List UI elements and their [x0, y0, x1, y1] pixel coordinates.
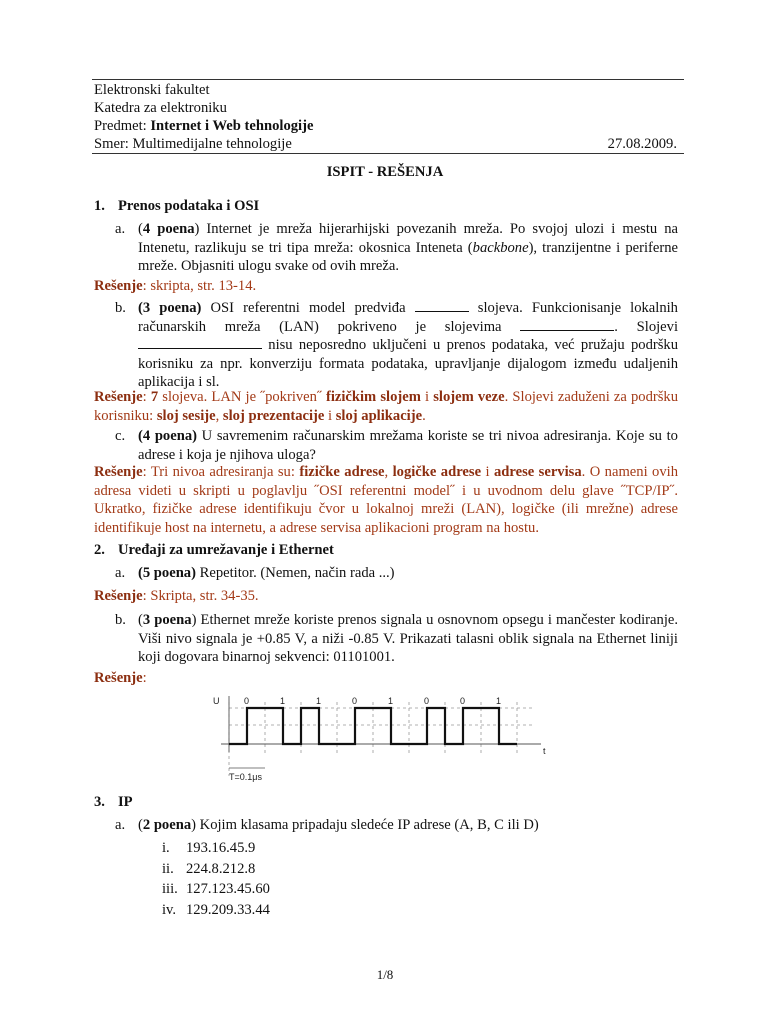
u-axis-label: U	[213, 696, 220, 706]
section-1-heading: 1. Prenos podataka i OSI	[94, 198, 260, 214]
period-label: T=0.1μs	[229, 772, 262, 782]
solution-2b: Rešenje:	[94, 670, 147, 686]
waveform-grid	[229, 702, 535, 776]
header-bottom-rule	[92, 153, 684, 154]
bit-label: 1	[388, 696, 394, 706]
question-2b: b. (3 poena) Ethernet mreže koriste prenos signala u osnovnom opsegu i mančester kodiranje. Viši nivo signala je +0.85 V, a niži -0.85 V. Prikazati talasni oblik signala na Ethernet liniji koji dogovara binarnoj sekvenci: 01101001.	[115, 612, 679, 666]
list-item: i. 193.16.45.9	[162, 840, 256, 856]
bit-label: 0	[244, 696, 250, 706]
bit-labels	[244, 696, 501, 706]
subject-name: Internet i Web tehnologije	[150, 118, 314, 134]
list-item: iv. 129.209.33.44	[162, 901, 270, 918]
list-item: iii. 127.123.45.60	[162, 881, 270, 898]
question-1c: c. (4 poena) U savremenim računarskim mrežama koriste se tri nivoa adresiranja. Koje su to adrese i koja je njihova uloga?	[115, 428, 678, 463]
solution-1b: Rešenje: 7 slojeva. LAN je ˝pokriven˝ fizičkim slojem i slojem veze. Slojevi zaduženi za podršku korisniku: sloj sesije, sloj prezentacije i sloj aplikacije.	[94, 389, 679, 424]
header-track: Smer: Multimedijalne tehnologije	[94, 136, 292, 152]
manchester-waveform-diagram	[205, 692, 555, 784]
section-3-heading: 3. IP	[94, 794, 133, 810]
solution-1a: Rešenje: skripta, str. 13-14.	[94, 278, 257, 294]
list-item: ii. 224.8.212.8	[162, 860, 256, 877]
bit-label: 1	[496, 696, 502, 706]
blank-lan-layers	[520, 319, 614, 331]
header-subject: Predmet: Internet i Web tehnologije	[94, 118, 314, 134]
bit-label: 0	[424, 696, 430, 706]
question-2a: a. (5 poena) Repetitor. (Nemen, način rada ...)	[115, 565, 395, 581]
question-1b: b. (3 poena) OSI referentni model predviđa slojeva. Funkcionisanje lokalnih računarskih mreža (LAN) pokriveno je slojevima . Slojevi nisu neposredno uključeni u prenos podataka, već pružaju podršku korisniku za npr. konverziju formata podataka, upravljanje dijalogom između udaljenih aplikacija i sl.	[115, 300, 678, 391]
bit-label: 0	[460, 696, 466, 706]
page-title: ISPIT - REŠENJA	[326, 164, 444, 180]
header-department: Katedra za elektroniku	[94, 100, 227, 116]
bit-label: 0	[352, 696, 358, 706]
header-top-rule	[92, 79, 684, 80]
solution-1c: Rešenje: Tri nivoa adresiranja su: fizičke adrese, logičke adrese i adrese servisa. O nameni ovih adresa videti u skripti u poglavlju ˝OSI referentni model˝ i u uvodnom delu glave ˝TCP/IP˝. Ukratko, fizičke adrese identifikuju čvor u lokalnoj mreži (LAN), logičke (ili mrežne) adrese identifikuje host na internetu, a adrese servisa aplikacioni program na hostu.	[94, 464, 678, 536]
header-faculty: Elektronski fakultet	[94, 82, 210, 98]
section-2-heading: 2. Uređaji za umrežavanje i Ethernet	[94, 542, 334, 558]
page-number: 1/8	[376, 967, 394, 982]
question-1a: a. (4 poena) Internet je mreža hijerarhijski povezanih mreža. Po svojoj ulozi i mestu na Intenetu, razlikuju se tri tipa mreža: okosnica Inteneta (backbone), tranzijentne i periferne mreže. Objasniti ulogu svake od ovih mreža.	[115, 221, 679, 275]
solution-2a: Rešenje: Skripta, str. 34-35.	[94, 588, 259, 604]
bit-label: 1	[316, 696, 322, 706]
blank-layer-count	[415, 300, 469, 312]
blank-user-layers	[138, 337, 262, 349]
question-3a: a. (2 poena) Kojim klasama pripadaju sledeće IP adrese (A, B, C ili D)	[115, 817, 539, 833]
ip-address-list	[162, 838, 270, 920]
exam-date: 27.08.2009.	[607, 136, 677, 152]
bit-label: 1	[280, 696, 286, 706]
t-axis-label: t	[543, 746, 546, 756]
